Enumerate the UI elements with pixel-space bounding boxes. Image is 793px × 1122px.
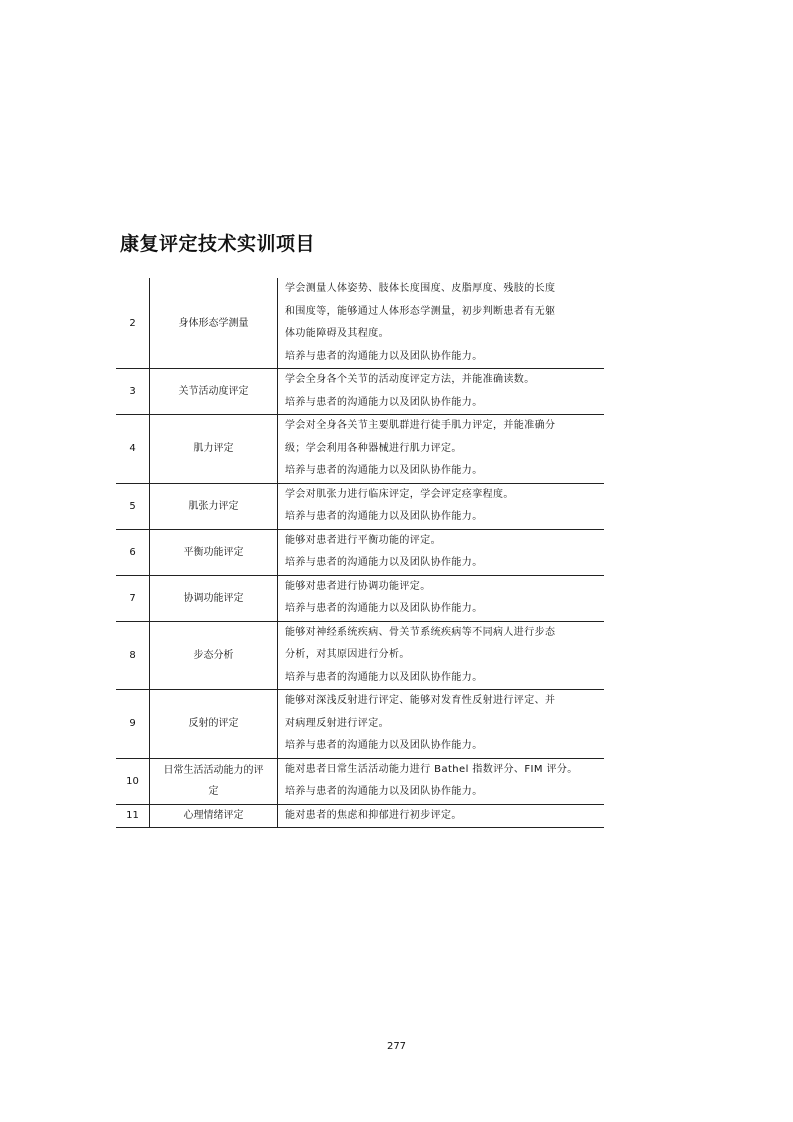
project-description: [278, 575, 605, 621]
table-row: [116, 804, 604, 828]
page-number: 277: [386, 1041, 407, 1052]
row-number: 8: [129, 649, 136, 661]
row-number: 11: [126, 810, 139, 822]
row-number: 9: [129, 718, 136, 730]
row-number: 2: [129, 317, 136, 329]
description-line: 培养与患者的沟通能力以及团队协作能力。: [285, 786, 483, 797]
description-line: 能够对患者进行协调功能评定。: [285, 580, 431, 592]
row-number: 7: [129, 592, 136, 604]
description-line: 培养与患者的沟通能力以及团队协作能力。: [285, 465, 483, 476]
project-name: 平衡功能评定: [150, 529, 278, 575]
description-line: 学会对肌张力进行临床评定，学会评定痉挛程度。: [285, 488, 514, 500]
description-line: 培养与患者的沟通能力以及团队协作能力。: [285, 511, 483, 522]
description-line: 能够对患者进行平衡功能的评定。: [285, 534, 441, 546]
table-row: [116, 529, 604, 575]
project-description: [278, 483, 605, 529]
table-row: [116, 278, 604, 369]
project-description: [278, 621, 605, 690]
project-description: [278, 529, 605, 575]
row-number: 4: [129, 443, 136, 455]
project-name: 步态分析: [150, 621, 278, 690]
page-title: 康复评定技术实训项目: [120, 233, 316, 255]
project-name: 心理情绪评定: [150, 804, 278, 828]
description-line: 级；学会利用各种器械进行肌力评定。: [285, 442, 462, 454]
description-line: 学会测量人体姿势、肢体长度围度、皮脂厚度、残肢的长度: [285, 283, 556, 294]
row-number: 3: [129, 386, 136, 397]
description-line: 培养与患者的沟通能力以及团队协作能力。: [285, 557, 483, 568]
table-row: [116, 483, 604, 529]
project-name: 协调功能评定: [150, 575, 278, 621]
project-name: 肌张力评定: [150, 483, 278, 529]
project-description: [278, 369, 605, 415]
description-line: 培养与患者的沟通能力以及团队协作能力。: [285, 671, 483, 683]
table-row: [116, 621, 604, 690]
project-name: 身体形态学测量: [150, 278, 278, 369]
table-row: [116, 690, 604, 759]
project-name: 日常生活活动能力的评定: [150, 758, 278, 804]
description-line: 培养与患者的沟通能力以及团队协作能力。: [285, 740, 483, 751]
table-row: [116, 758, 604, 804]
project-name: 反射的评定: [150, 690, 278, 759]
project-description: [278, 278, 605, 369]
description-line: 对病理反射进行评定。: [285, 717, 389, 729]
project-name: 关节活动度评定: [150, 369, 278, 415]
description-line: 分析，对其原因进行分析。: [285, 649, 410, 660]
description-line: 能对患者日常生活活动能力进行 Bathel 指数评分、FIM 评分。: [285, 763, 578, 775]
description-line: 体功能障碍及其程度。: [285, 328, 389, 339]
description-line: 培养与患者的沟通能力以及团队协作能力。: [285, 603, 483, 614]
training-table: [116, 278, 604, 828]
description-line: 培养与患者的沟通能力以及团队协作能力。: [285, 350, 483, 362]
project-name: 肌力评定: [150, 415, 278, 484]
description-line: 培养与患者的沟通能力以及团队协作能力。: [285, 396, 483, 408]
description-line: 能对患者的焦虑和抑郁进行初步评定。: [285, 809, 462, 821]
project-description: [278, 804, 605, 828]
description-line: 学会全身各个关节的活动度评定方法，并能准确读数。: [285, 374, 535, 385]
table-row: [116, 415, 604, 484]
description-line: 和围度等，能够通过人体形态学测量，初步判断患者有无躯: [285, 305, 556, 317]
table-row: [116, 369, 604, 415]
row-number: 10: [126, 775, 139, 787]
description-line: 能够对神经系统疾病、骨关节系统疾病等不同病人进行步态: [285, 626, 556, 638]
row-number: 6: [129, 546, 136, 558]
description-line: 学会对全身各关节主要肌群进行徒手肌力评定，并能准确分: [285, 420, 556, 431]
row-number: 5: [129, 500, 136, 512]
table-row: [116, 575, 604, 621]
project-description: [278, 690, 605, 759]
description-line: 能够对深浅反射进行评定、能够对发育性反射进行评定、并: [285, 695, 556, 706]
project-description: [278, 415, 605, 484]
project-description: [278, 758, 605, 804]
